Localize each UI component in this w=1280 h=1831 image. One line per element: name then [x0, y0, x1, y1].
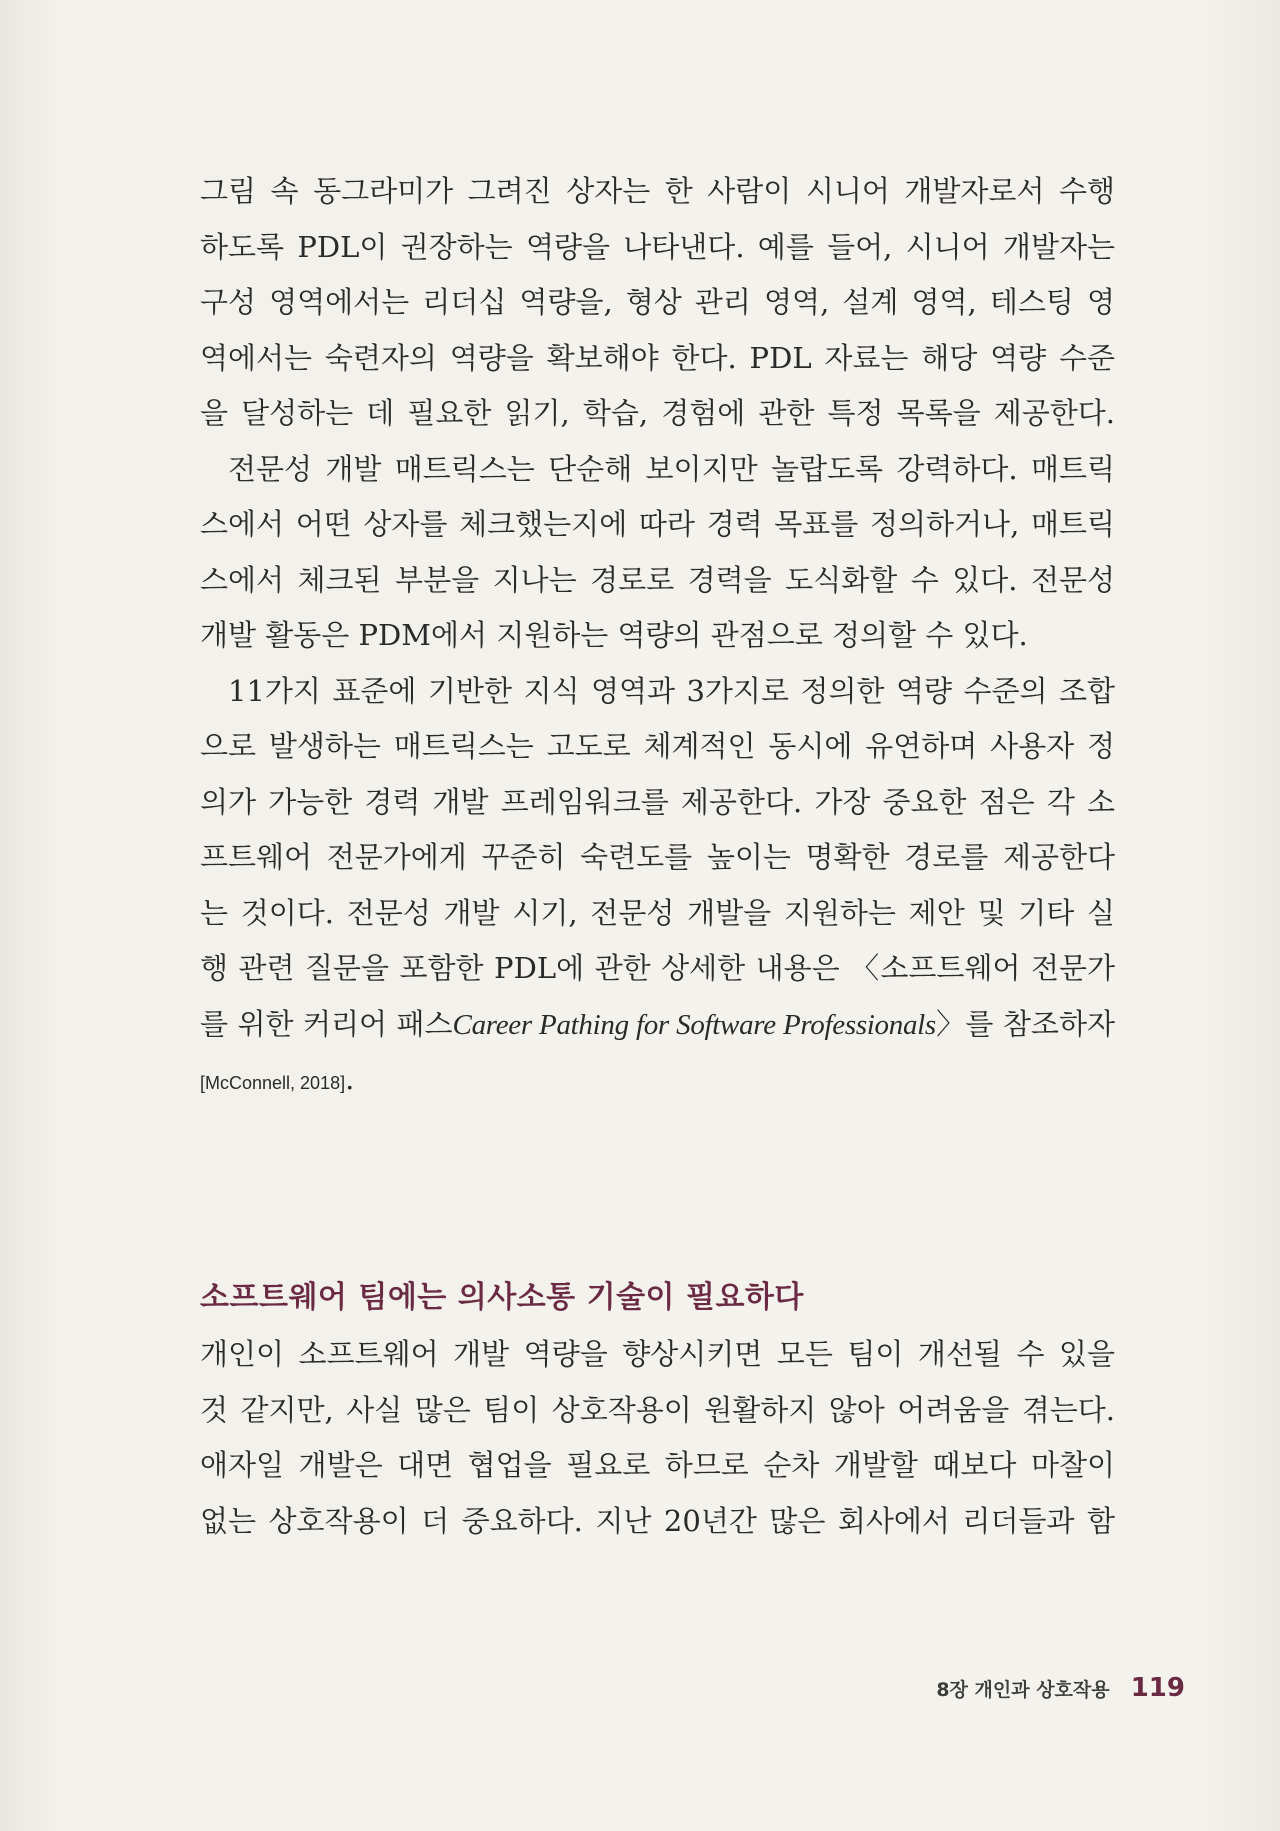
text-line: 전문성 개발 매트릭스는 단순해 보이지만 놀랍도록 강력하다. 매트릭 — [228, 451, 1115, 486]
text-line: 그림 속 동그라미가 그려진 상자는 한 사람이 시니어 개발자로서 수행 — [200, 174, 1115, 208]
text-line: 개인이 소프트웨어 개발 역량을 향상시키면 모든 팀이 개선될 수 있을 — [200, 1337, 1115, 1371]
text-line: 는 것이다. 전문성 개발 시기, 전문성 개발을 지원하는 제안 및 기타 실 — [200, 895, 1115, 930]
text-line: 스에서 체크된 부분을 지나는 경로로 경력을 도식화할 수 있다. 전문성 — [200, 562, 1115, 597]
text-line: 것 같지만, 사실 많은 팀이 상호작용이 원활하지 않아 어려움을 겪는다. — [200, 1392, 1115, 1427]
text-line: 11가지 표준에 기반한 지식 영역과 3가지로 정의한 역량 수준의 조합 — [228, 673, 1115, 708]
text-line: 프트웨어 전문가에게 꾸준히 숙련도를 높이는 명확한 경로를 제공한다 — [200, 840, 1115, 874]
text-line: 없는 상호작용이 더 중요하다. 지난 20년간 많은 회사에서 리더들과 함 — [200, 1503, 1115, 1538]
text-line: 스에서 어떤 상자를 체크했는지에 따라 경력 목표를 정의하거나, 매트릭 — [200, 507, 1115, 541]
body-text-bottom — [200, 1333, 1115, 1555]
text-line: 애자일 개발은 대면 협업을 필요로 하므로 순차 개발할 때보다 마찰이 — [200, 1448, 1115, 1482]
citation: [McConnell, 2018] — [200, 1073, 346, 1093]
citation-period: . — [345, 1062, 355, 1096]
page-footer — [936, 1673, 1185, 1703]
chapter-title: 8장 개인과 상호작용 — [936, 1678, 1110, 1701]
english-book-title: Career Pathing for Software Professionals — [452, 1008, 936, 1041]
body-text-top — [200, 170, 1115, 1113]
text-line: 의가 가능한 경력 개발 프레임워크를 제공한다. 가장 중요한 점은 각 소 — [200, 784, 1115, 819]
text-line-with-title — [200, 1003, 1115, 1046]
text-line: 구성 영역에서는 리더십 역량을, 형상 관리 영역, 설계 영역, 테스팅 영 — [200, 285, 1115, 319]
text-line: 으로 발생하는 매트릭스는 고도로 체계적인 동시에 유연하며 사용자 정 — [200, 729, 1115, 763]
text-line: 행 관련 질문을 포함한 PDL에 관한 상세한 내용은 〈소프트웨어 전문가 — [200, 951, 1115, 985]
text-line: 하도록 PDL이 권장하는 역량을 나타낸다. 예를 들어, 시니어 개발자는 — [200, 229, 1115, 264]
text-fragment: 〉를 참조하자 — [935, 1006, 1115, 1041]
text-fragment: 를 위한 커리어 패스 — [200, 1006, 453, 1041]
text-line: 역에서는 숙련자의 역량을 확보해야 한다. PDL 자료는 해당 역량 수준 — [200, 340, 1115, 375]
section-heading: 소프트웨어 팀에는 의사소통 기술이 필요하다 — [200, 1280, 804, 1315]
citation-line — [200, 1058, 1115, 1101]
text-line: 개발 활동은 PDM에서 지원하는 역량의 관점으로 정의할 수 있다. — [200, 618, 1028, 652]
text-line: 을 달성하는 데 필요한 읽기, 학습, 경험에 관한 특정 목록을 제공한다. — [200, 396, 1115, 430]
page-number: 119 — [1130, 1673, 1185, 1703]
